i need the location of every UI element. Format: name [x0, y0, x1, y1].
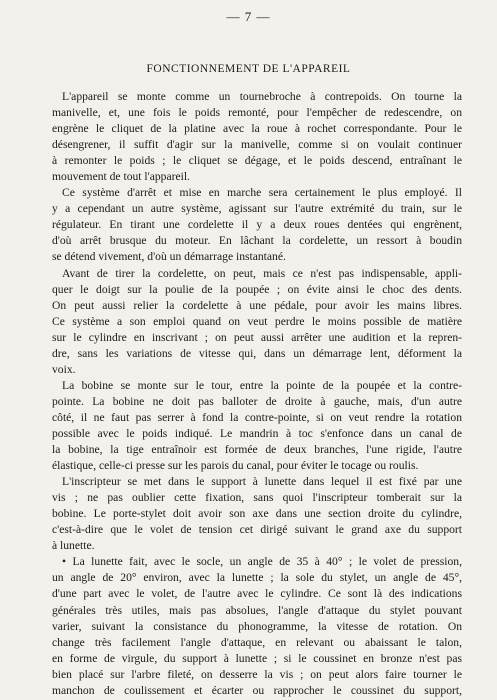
text-line: régulateur. En tirant une cordelette il y a deux roues dentées qui engrènent, [52, 218, 462, 232]
text-line: d'une part avec le volet, de l'autre avec le cylindre. Ce sont là des indications [52, 587, 462, 601]
text-line: en forme de virgule, du support à lunette ; si le coussinet en bronze n'est pas [52, 651, 462, 665]
text-line: y a cependant un autre système, agissant sur l'autre extrémité du train, sur le [52, 202, 462, 216]
text-line: à lunette. [52, 539, 95, 553]
text-line: possible avec le poids indiqué. Le mandrin à toc s'enfonce dans un canal de [52, 426, 462, 440]
text-line: vis ; ne pas oublier cette fixation, sans quoi l'inscripteur tomberait sur la [52, 491, 462, 505]
text-line: change très facilement l'angle d'attaque, en relevant ou abaissant le talon, [52, 635, 462, 649]
text-line: quer le doigt sur la poulie de la poupée ; on évite ainsi le choc des dents. [52, 282, 462, 296]
text-line: Avant de tirer la cordelette, on peut, mais ce n'est pas indispensable, appli- [62, 266, 462, 280]
text-line: engrène le cliquet de la platine avec la roue à rochet correspondante. Pour le [52, 122, 462, 136]
text-line: élastique, celle-ci presse sur les parois du canal, pour éviter le tocage ou roulis. [52, 459, 419, 473]
text-line: manivelle, et, une fois le poids remonté, pour l'empêcher de redescendre, on [52, 106, 462, 120]
text-line: c'est-à-dire que le volet de tension cet dirigé suivant le grand axe du support [52, 523, 462, 537]
paragraph [52, 89, 462, 185]
text-line: se détend vivement, d'où un démarrage instantané. [52, 250, 286, 264]
text-line: générales très utiles, mais pas absolues, l'angle d'attaque du stylet pouvant [52, 603, 462, 617]
text-line: désengrener, il suffit d'agir sur la manivelle, comme si on voulait continuer [52, 138, 462, 152]
text-line: sur le cylindre en inscrivant ; on peut aussi arrêter une audition et la repren- [52, 330, 462, 344]
page-number: — 7 — [226, 9, 271, 24]
text-line: d'où arrêt brusque du moteur. En lâchant la cordelette, un ressort à boudin [52, 234, 462, 248]
text-line: Ce système d'arrêt et mise en marche sera certainement le plus employé. Il [62, 186, 462, 200]
text-line: manchon de coulissement et écarter ou rapprocher le coussinet du support, [52, 683, 462, 697]
text-line: mouvement de tout l'appareil. [52, 170, 190, 184]
paragraph [52, 554, 462, 698]
paragraph [52, 266, 462, 378]
text-line: Ce système a son emploi quand on veut perdre le moins possible de matière [52, 314, 462, 328]
text-line: • La lunette fait, avec le socle, un angle de 35 à 40° ; le volet de pression, [62, 555, 462, 569]
text-line: côté, il ne faut pas serrer à fond la contre-pointe, si on veut rendre la rotation [52, 410, 462, 424]
text-line: un angle de 20° environ, avec la lunette ; la sole du stylet, un angle de 45°, [52, 571, 462, 585]
body-text [52, 89, 462, 699]
text-line: pointe. La bobine ne doit pas balloter de droite à gauche, mais, d'un autre [52, 394, 462, 408]
paragraph [52, 474, 462, 554]
text-line: varier, suivant la consistance du phonogramme, la vitesse de rotation. On [52, 619, 462, 633]
paragraph [52, 185, 462, 265]
text-line: bien placé sur l'arbre fileté, on desserre la vis ; on peut alors faire tourner le [52, 667, 462, 681]
paragraph [52, 378, 462, 474]
text-line: bobine. Le porte-stylet doit avoir son axe dans une section droite du cylindre, [52, 507, 462, 521]
text-line: voix. [52, 362, 76, 376]
text-line: dre, sans les variations de vitesse qui, dans un démarrage lent, déforment la [52, 346, 462, 360]
text-line: La bobine se monte sur le tour, entre la pointe de la poupée et la contre- [62, 378, 462, 392]
text-line: L'appareil se monte comme un tournebroche à contrepoids. On tourne la [62, 90, 462, 103]
text-line: L'inscripteur se met dans le support à lunette dans lequel il est fixé par une [62, 475, 462, 489]
text-line: la bobine, la tige entraînoir est formée de deux branches, l'une rigide, l'autre [52, 443, 462, 457]
section-title: FONCTIONNEMENT DE L'APPAREIL [146, 63, 351, 75]
text-line: à remonter le poids ; le cliquet se dégage, et le poids descend, entraînant le [52, 154, 462, 168]
text-line: On peut aussi relier la cordelette à une pédale, pour avoir les mains libres. [52, 298, 462, 312]
